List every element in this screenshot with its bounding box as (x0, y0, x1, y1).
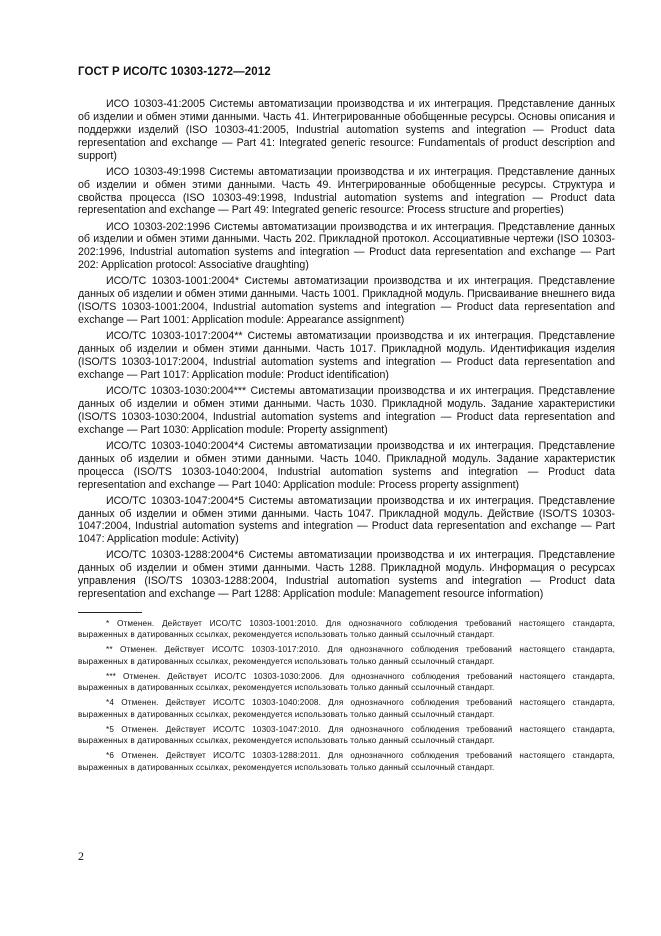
reference-paragraph: ИСО/ТС 10303-1288:2004*6 Системы автоматизации производства и их интеграция. Представление данных об изделии и обмен этими данными. Часть 1288. Прикладной модуль. Информация о ресурсах управления (ISO/TS 10303-1288:2004, Industrial automation systems and integration — Product data representation and exchange — Part 1288: Application module: Management resource information) (78, 549, 615, 601)
reference-paragraph: ИСО 10303-202:1996 Системы автоматизации производства и их интеграция. Представление данных об изделии и обмен этими данными. Часть 202. Прикладной протокол. Ассоциативные чертежи (ISO 10303-202:1996, Industrial automation systems and integration — Product data representation and exchange — Part 202: Application protocol: Associative draughting) (78, 220, 615, 272)
footnote-divider (78, 612, 142, 613)
reference-paragraph: ИСО 10303-41:2005 Системы автоматизации производства и их интеграция. Представление данных об изделии и обмен этими данными. Часть 41. Интегрированные обобщенные ресурсы. Основы описания и поддержки изделий (ISO 10303-41:2005, Industrial automation systems and integration — Product data representation and exchange — Part 41: Integrated generic resource: Fundamentals of product description and support) (78, 98, 615, 162)
document-header: ГОСТ Р ИСО/ТС 10303-1272—2012 (78, 66, 271, 78)
reference-paragraph: ИСО/ТС 10303-1047:2004*5 Системы автоматизации производства и их интеграция. Представление данных об изделии и обмен этими данными. Часть 1047. Прикладной модуль. Действие (ISO/TS 10303-1047:2004, Industrial automation systems and integration — Product data representation and exchange — Part 1047: Application module: Activity) (78, 494, 615, 546)
footnote: *4 Отменен. Действует ИСО/ТС 10303-1040:2008. Для однозначного соблюдения требований настоящего стандарта, выраженных в датированных ссылках, рекомендуется использовать только данный ссылочный стандарт. (78, 698, 615, 719)
footnote: ** Отменен. Действует ИСО/ТС 10303-1017:2010. Для однозначного соблюдения требований настоящего стандарта, выраженных в датированных ссылках, рекомендуется использовать только данный ссылочный стандарт. (78, 645, 615, 666)
page-number: 2 (78, 849, 84, 863)
reference-paragraph: ИСО/ТС 10303-1017:2004** Системы автоматизации производства и их интеграция. Представление данных об изделии и обмен этими данными. Часть 1017. Прикладной модуль. Идентификация изделия (ISO/TS 10303-1017:2004, Industrial automation systems and integration — Product data representation and exchange — Part 1017: Application module: Product identification) (78, 330, 615, 381)
reference-paragraph: ИСО/ТС 10303-1030:2004*** Системы автоматизации производства и их интеграция. Представление данных об изделии и обмен этими данными. Часть 1030. Прикладной модуль. Задание характеристики (ISO/TS 10303-1030:2004, Industrial automation systems and integration — Product data representation and exchange — Part 1030: Application module: Property assignment) (78, 384, 615, 436)
reference-paragraph: ИСО 10303-49:1998 Системы автоматизации производства и их интеграция. Представление данных об изделии и обмен этими данными. Часть 49. Интегрированные обобщенные ресурсы. Структура и свойства процесса (ISO 10303-49:1998, Industrial automation systems and integration — Product data representation and exchange — Part 49: Integrated generic resource: Process structure and properties) (78, 165, 615, 217)
reference-paragraph: ИСО/ТС 10303-1001:2004* Системы автоматизации производства и их интеграция. Представление данных об изделии и обмен этими данными. Часть 1001. Прикладной модуль. Присваивание внешнего вида (ISO/TS 10303-1001:2004, Industrial automation systems and integration — Product data representation and exchange — Part 1001: Application module: Appearance assignment) (78, 275, 615, 327)
footnote: *5 Отменен. Действует ИСО/ТС 10303-1047:2010. Для однозначного соблюдения требований настоящего стандарта, выраженных в датированных ссылках, рекомендуется использовать только данный ссылочный стандарт. (78, 724, 615, 746)
footnotes (78, 618, 615, 777)
footnote: * Отменен. Действует ИСО/ТС 10303-1001:2010. Для однозначного соблюдения требований настоящего стандарта, выраженных в датированных ссылках, рекомендуется использовать только данный ссылочный стандарт. (78, 619, 615, 640)
footnote: *** Отменен. Действует ИСО/ТС 10303-1030:2006. Для однозначного соблюдения требований настоящего стандарта, выраженных в датированных ссылках, рекомендуется использовать только данный ссылочный стандарт. (78, 671, 615, 693)
footnote: *6 Отменен. Действует ИСО/ТС 10303-1288:2011. Для однозначного соблюдения требований настоящего стандарта, выраженных в датированных ссылках, рекомендуется использовать только данный ссылочный стандарт. (78, 751, 615, 772)
reference-paragraph: ИСО/ТС 10303-1040:2004*4 Системы автоматизации производства и их интеграция. Представление данных об изделии и обмен этими данными. Часть 1040. Прикладной модуль. Задание характеристик процесса (ISO/TS 10303-1040:2004, Industrial automation systems and integration — Product data representation and exchange — Part 1040: Application module: Process property assignment) (78, 439, 615, 491)
normative-references (78, 98, 615, 604)
